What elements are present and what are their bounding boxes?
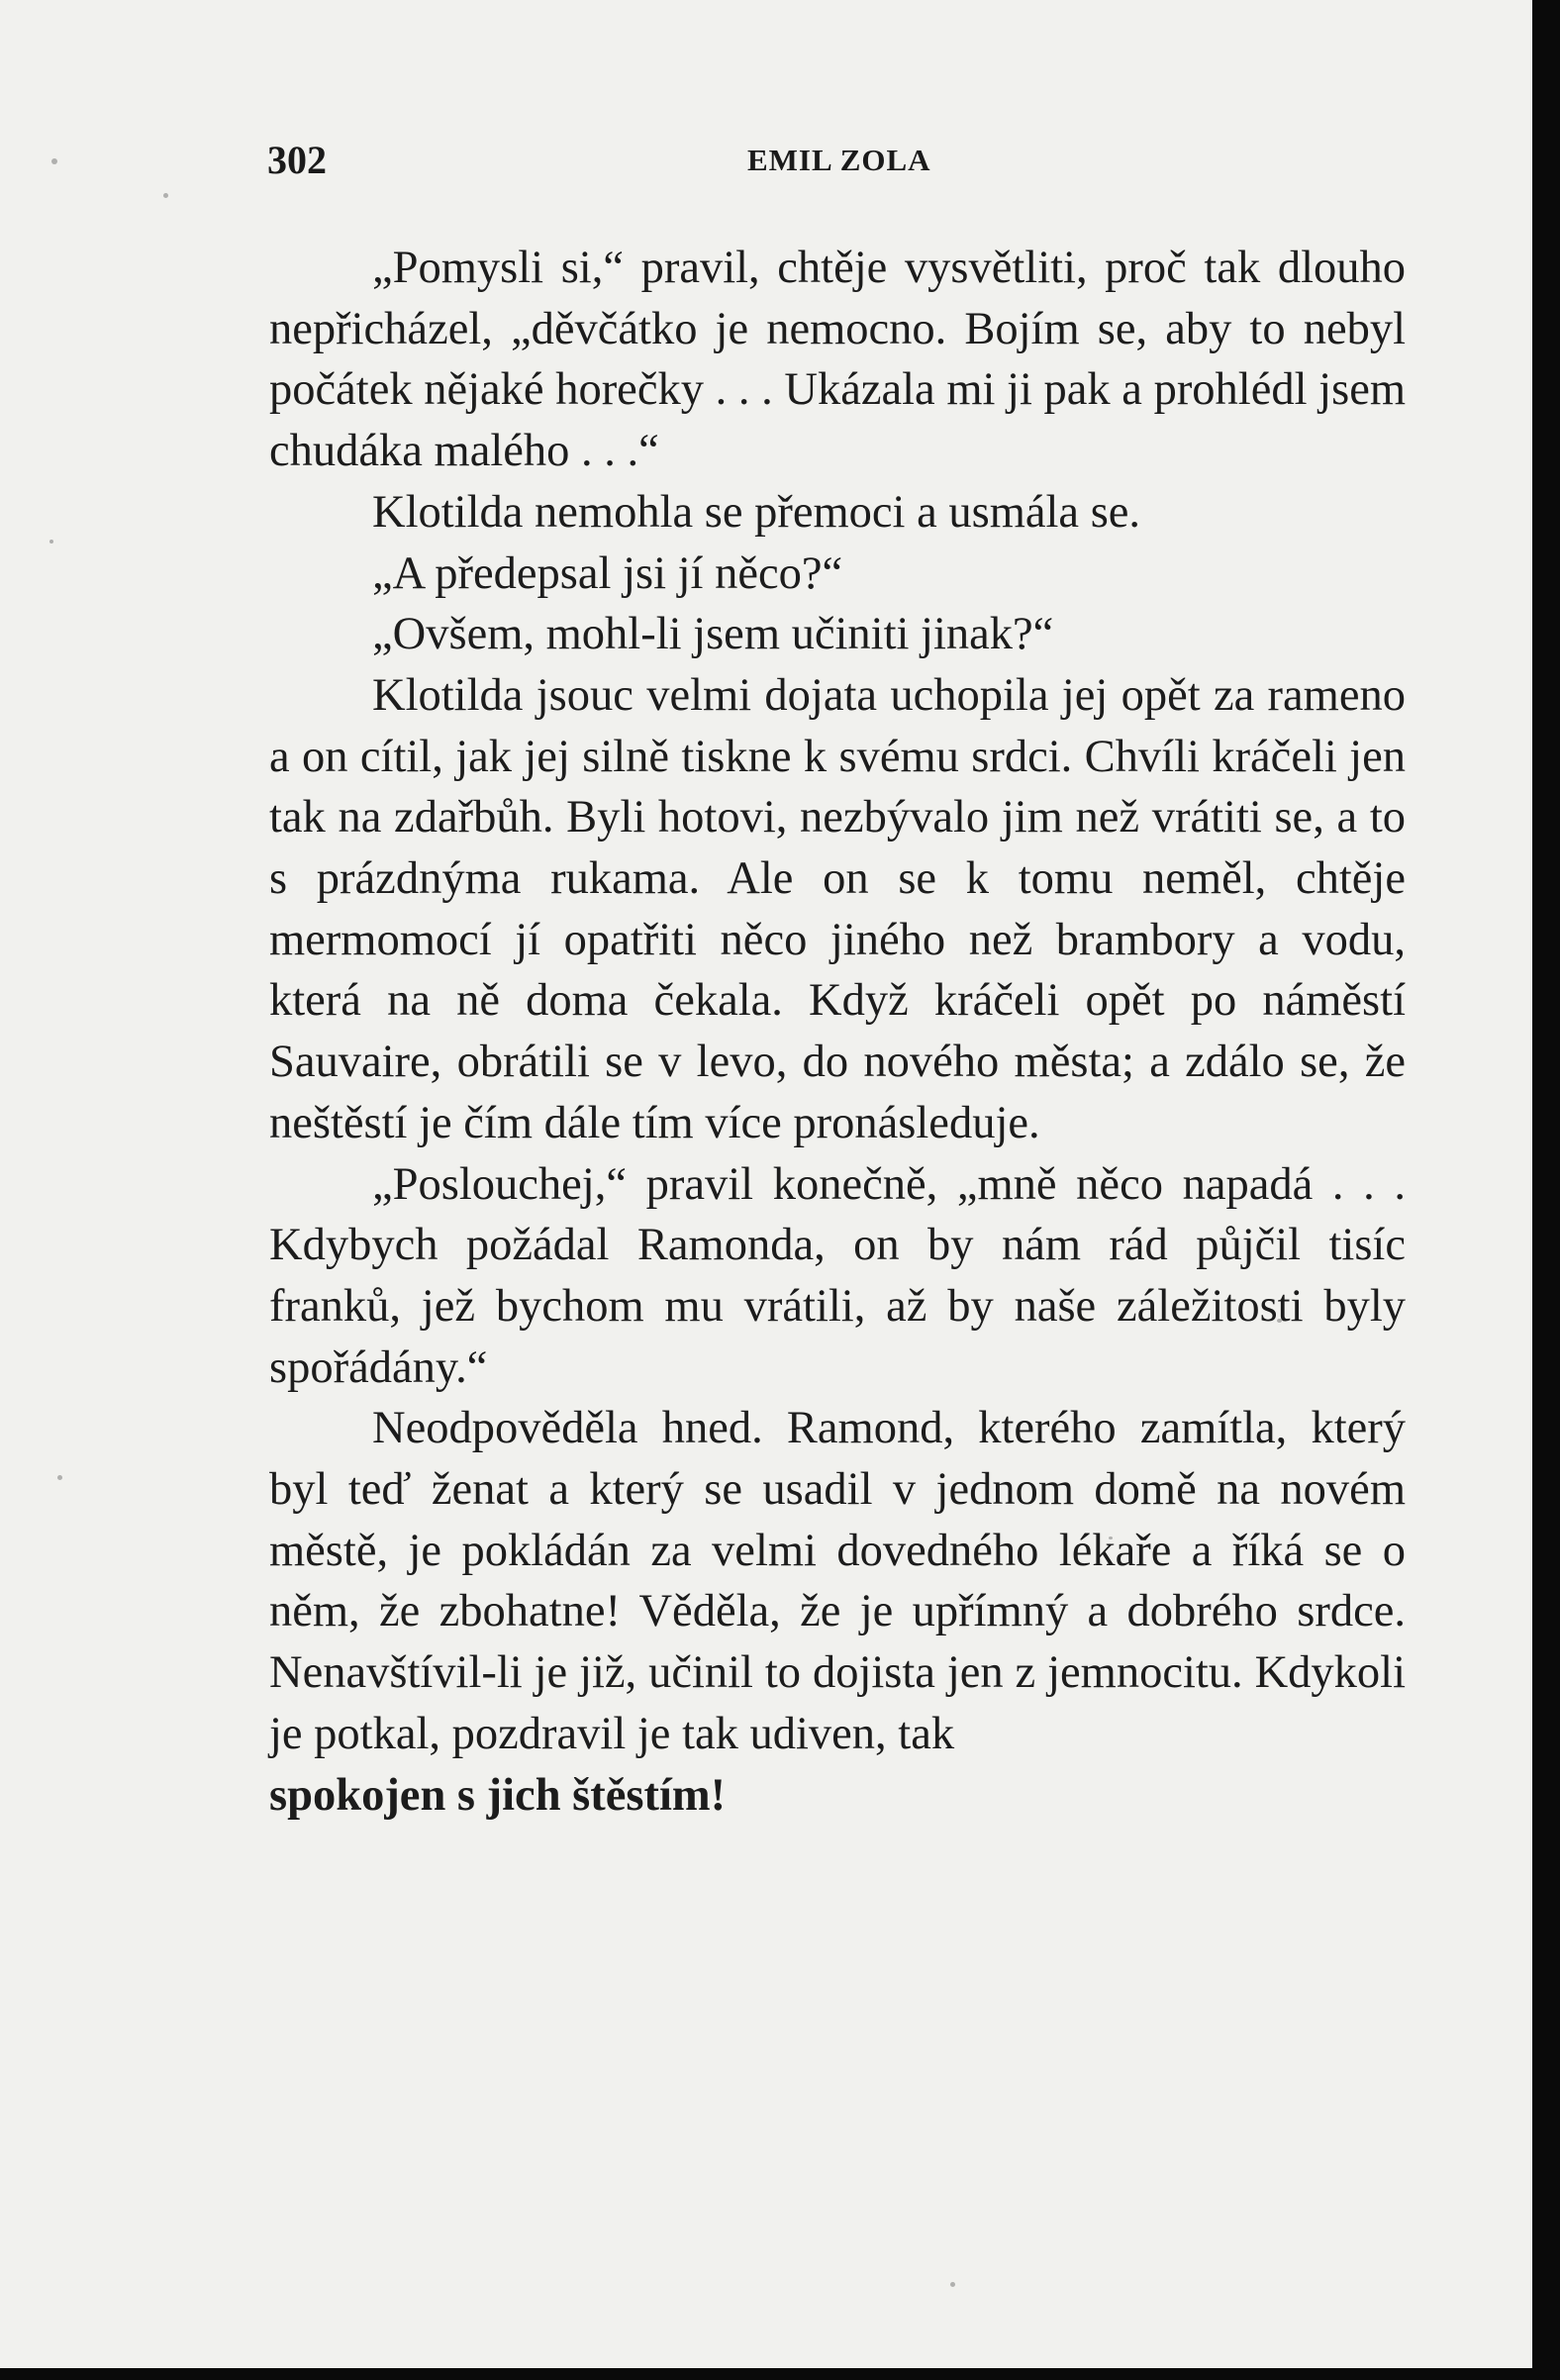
page-header (267, 131, 1396, 190)
paragraph-6: „Poslouchej,“ pravil konečně, „mně něco napadá . . . Kdybych požádal Ramonda, on by nám rád půjčil tisíc franků, jež bychom mu vrátili, až by naše záležitosti byly spořádány.“ (269, 1158, 1406, 1393)
print-speck (51, 158, 57, 164)
print-speck (57, 1475, 62, 1480)
paragraph-7: Neodpověděla hned. Ramond, kterého zamítla, který byl teď ženat a který se usadil v jednom domě na novém městě, je pokládán za velmi dovedného lékaře a říká se o něm, že zbohatne! Věděla, že je upřímný a dobrého srdce. Nenavštívil-li je již, učinil to dojista jen z jemnocitu. Kdykoli je potkal, pozdravil je tak udiven, tak (269, 1403, 1406, 1759)
paragraph-3: „A předepsal jsi jí něco?“ (372, 547, 843, 599)
paragraph-2: Klotilda nemohla se přemoci a usmála se. (372, 486, 1141, 538)
print-speck (163, 193, 168, 198)
body-text (269, 238, 1406, 1826)
print-speck (950, 2282, 955, 2287)
page-number: 302 (267, 138, 327, 182)
running-title: EMIL ZOLA (747, 143, 931, 177)
paragraph-5: Klotilda jsouc velmi dojata uchopila jej opět za rameno a on cítil, jak jej silně tiskne k svému srdci. Chvíli kráčeli jen tak na zdařbůh. Byli hotovi, nezbývalo jim než vrátiti se, a to s prázdnýma rukama. Ale on se k tomu neměl, chtěje mermomocí jí opatřiti něco jiného než brambory a vodu, která na ně doma čekala. Když kráčeli opět po náměstí Sauvaire, obrátili se v levo, do nového města; a zdálo se, že neštěstí je čím dále tím více pronásleduje. (269, 669, 1406, 1148)
paragraph-4: „Ovšem, mohl-li jsem učiniti jinak?“ (372, 609, 1054, 660)
paragraph-1: „Pomysli si,“ pravil, chtěje vysvětliti, proč tak dlouho nepřicházel, „děvčátko je nemocno. Bojím se, aby to nebyl počátek nějaké horečky . . . Ukázala mi ji pak a prohlédl jsem chudáka malého . . .“ (269, 243, 1406, 477)
print-speck (49, 540, 53, 544)
final-line: spokojen s jich štěstím! (269, 1769, 727, 1821)
